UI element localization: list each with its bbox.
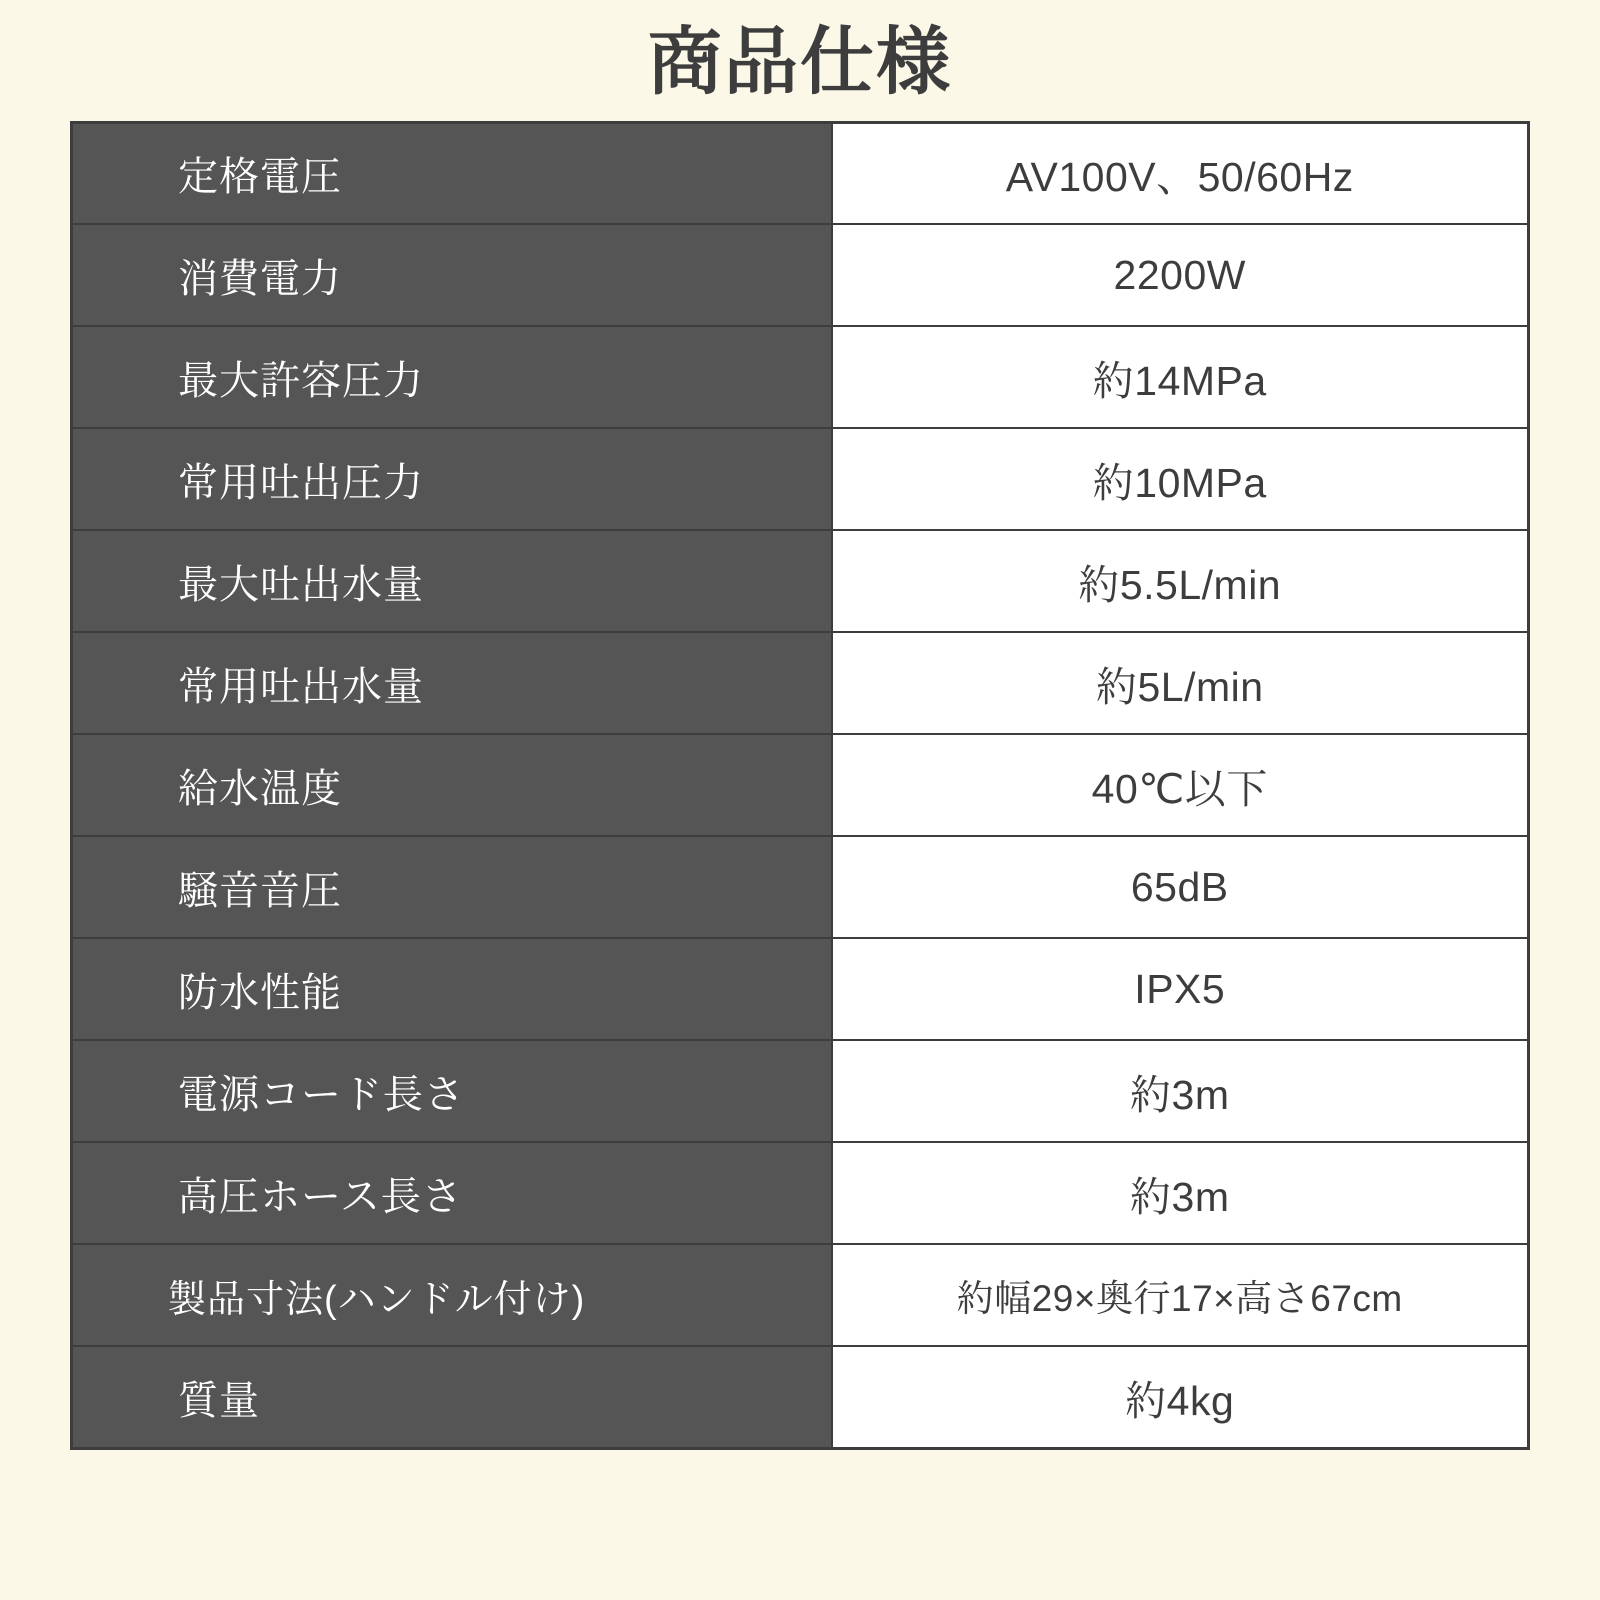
spec-value-cell: 約5.5L/min [832, 530, 1529, 632]
spec-label-cell: 製品寸法(ハンドル付け) [72, 1244, 832, 1346]
spec-value-cell: AV100V、50/60Hz [832, 122, 1529, 224]
table-row [72, 428, 1529, 530]
table-row [72, 1040, 1529, 1142]
spec-label-cell: 電源コード長さ [72, 1040, 832, 1142]
spec-label-cell: 常用吐出圧力 [72, 428, 832, 530]
spec-label-cell: 消費電力 [72, 224, 832, 326]
spec-label-cell: 最大許容圧力 [72, 326, 832, 428]
spec-table [70, 121, 1530, 1450]
table-row [72, 122, 1529, 224]
spec-table-body [72, 122, 1529, 1448]
table-row [72, 938, 1529, 1040]
spec-label-cell: 騒音音圧 [72, 836, 832, 938]
table-row [72, 734, 1529, 836]
spec-value-cell: 約14MPa [832, 326, 1529, 428]
spec-value-cell: 約幅29×奥行17×高さ67cm [832, 1244, 1529, 1346]
spec-value-cell: 約10MPa [832, 428, 1529, 530]
table-row [72, 530, 1529, 632]
page-title: 商品仕様 [648, 20, 952, 103]
spec-label-cell: 常用吐出水量 [72, 632, 832, 734]
spec-value-cell: 2200W [832, 224, 1529, 326]
table-row [72, 326, 1529, 428]
spec-value-cell: 約4kg [832, 1346, 1529, 1448]
spec-value-cell: 65dB [832, 836, 1529, 938]
spec-label-cell: 定格電圧 [72, 122, 832, 224]
spec-label-cell: 防水性能 [72, 938, 832, 1040]
table-row [72, 1346, 1529, 1448]
spec-label-cell: 高圧ホース長さ [72, 1142, 832, 1244]
spec-value-cell: 40℃以下 [832, 734, 1529, 836]
spec-label-cell: 質量 [72, 1346, 832, 1448]
table-row [72, 836, 1529, 938]
table-row [72, 632, 1529, 734]
table-row [72, 1244, 1529, 1346]
spec-label-cell: 最大吐出水量 [72, 530, 832, 632]
spec-value-cell: 約3m [832, 1142, 1529, 1244]
table-row [72, 1142, 1529, 1244]
spec-label-cell: 給水温度 [72, 734, 832, 836]
table-row [72, 224, 1529, 326]
spec-value-cell: IPX5 [832, 938, 1529, 1040]
spec-value-cell: 約3m [832, 1040, 1529, 1142]
spec-value-cell: 約5L/min [832, 632, 1529, 734]
